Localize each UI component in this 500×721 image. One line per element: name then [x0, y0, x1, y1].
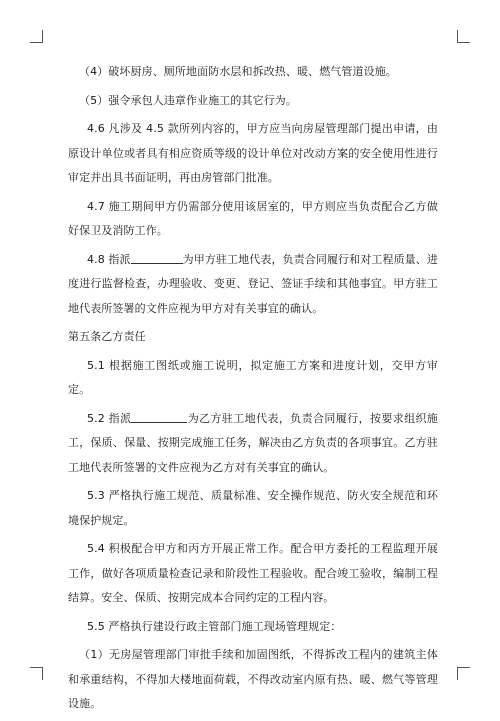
clause-4-5-item-4: （4）破坏厨房、厕所地面防水层和拆改热、暖、燃气管道设施。	[79, 65, 397, 78]
clause-4-5-item-5: （5）强令承包人违章作业施工的其它行为。	[79, 93, 297, 107]
clause-5-5-item-1: （1）无房屋管理部门审批手续和加固图纸，不得拆改工程内的建筑主体和承重结构，不得加大楼地面荷载，不得改动室内原有热、暖、燃气等管理设施。	[68, 648, 438, 710]
clause-5-2	[68, 407, 438, 481]
clause-5-2-body: 为乙方驻工地代表，负责合同履行，按要求组织施工，保质、保量、按期完成施工任务，解决由乙方负责的各项事宜。乙方驻工地代表所签署的文件应视为乙方对有关事宜的确认。	[68, 411, 439, 474]
clause-5-1: 5.1 根据施工图纸或施工说明，拟定施工方案和进度计划，交甲方审定。	[68, 358, 438, 396]
crop-mark-bottom-left	[30, 667, 43, 680]
party-b-representative-blank	[131, 410, 187, 423]
crop-mark-top-right	[457, 30, 470, 43]
crop-mark-top-left	[30, 30, 43, 43]
clause-4-8-prefix: 4.8 指派	[87, 252, 131, 266]
clause-4-7: 4.7 施工期间甲方仍需部分使用该居室的，甲方则应当负责配合乙方做好保卫及消防工作。	[68, 199, 438, 237]
clause-4-8-body: 为甲方驻工地代表，负责合同履行和对工程质量、进度进行监督检查，办理验收、变更、登记、签证手续和其他事宜。甲方驻工地代表所签署的文件应视为甲方对有关事宜的确认。	[68, 252, 438, 315]
clause-4-8	[68, 248, 438, 322]
clause-5-4: 5.4 积极配合甲方和丙方开展正常工作。配合甲方委托的工程监理开展工作，做好各项质量检查记录和阶段性工程验收。配合竣工验收，编制工程结算。安全、保质、按期完成本合同约定的工程内容。	[68, 542, 438, 604]
crop-mark-bottom-right	[457, 667, 470, 680]
party-a-representative-blank	[131, 251, 183, 264]
section-heading-party-b: 第五条乙方责任	[68, 330, 146, 343]
clause-5-5: 5.5 严格执行建设行政主管部门施工现场管理规定：	[87, 619, 342, 633]
document-page	[68, 60, 438, 721]
clause-5-3: 5.3 严格执行施工规范、质量标准、安全操作规范、防火安全规范和环境保护规定。	[68, 489, 438, 527]
clause-4-6: 4.6 凡涉及 4.5 款所列内容的，甲方应当向房屋管理部门提出申请，由原设计单位或者具有相应资质等级的设计单位对改动方案的安全使用性进行审定并出具书面证明，再由房管部门批准。	[68, 122, 438, 184]
clause-5-2-prefix: 5.2 指派	[87, 411, 132, 425]
